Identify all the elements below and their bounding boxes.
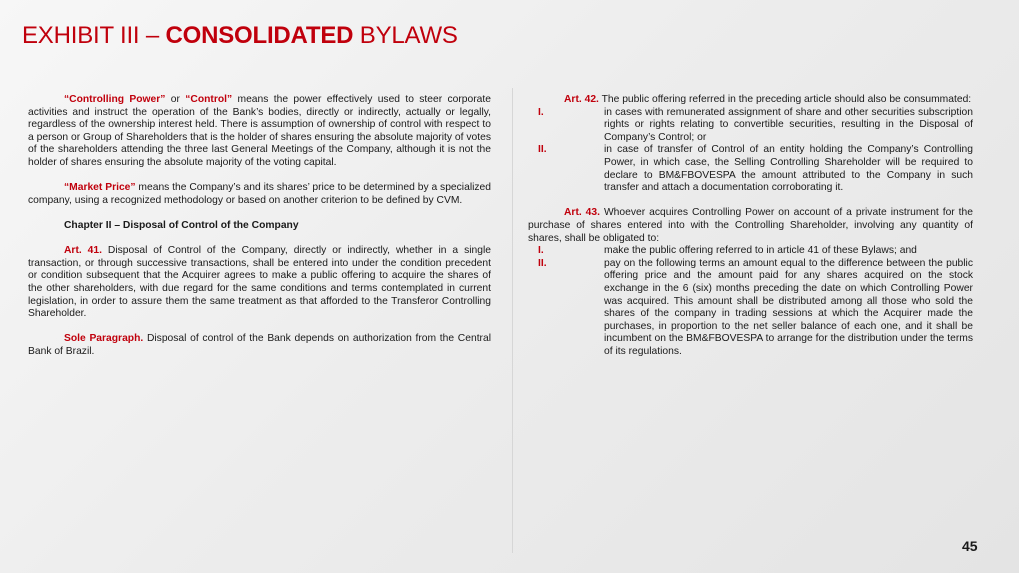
left-column [28, 94, 491, 371]
page-number: 45 [962, 538, 978, 554]
sole-paragraph-text: Disposal of control of the Bank depends on authorization from the Central Bank of Brazil. [28, 333, 491, 357]
term-or: or [165, 94, 186, 105]
title-prefix: EXHIBIT III – [22, 22, 166, 49]
article-41-label: Art. 41. [64, 245, 102, 257]
article-42-item-1 [528, 107, 973, 145]
market-price-text: means the Company’s and its shares’ price to be determined by a specialized company, using a recognized methodology or based on another criterion to be defined by CVM. [28, 182, 491, 206]
article-43-label: Art. 43. [564, 207, 600, 219]
item-text: in case of transfer of Control of an entity holding the Company’s Controlling Power, in which case, the Selling Controlling Shareholder will be required to declare to BM&FBOVESPA the amount attributed to the Company in such transfer and attach a documentation corroborating it. [604, 144, 973, 194]
item-text: pay on the following terms an amount equal to the difference between the public offering price and the amount paid for any shares acquired on the stock exchange in the 6 (six) months preceding the date on which Controlling Power was acquired. This amount shall be distributed among all those who sold the shares of the company in trading sessions at which the Acquirer made the purchases, in proportion to the net seller balance of each one, and it shall be incumbent on the BM&FBOVESPA to arrange for the distribution under the terms of its regulations. [604, 257, 973, 357]
item-number: II. [538, 144, 547, 156]
term-controlling-power: “Controlling Power” [64, 94, 166, 105]
article-42-text: The public offering referred in the preceding article should also be consummated: [598, 94, 972, 105]
controlling-power-text: means the power effectively used to steer corporate activities and instruct the operation of the Bank’s bodies, directly or indirectly, actually or legally, regardless of the ownership interest held. There is assumption of ownership of control with respect to a person or Group of Shareholders that is the holder of shares ensuring the absolute majority of votes of the shareholders attending the three last General Meetings of the Company, although it is not the holder of shares ensuring the absolute majority of the voting capital. [28, 94, 491, 168]
article-41-text: Disposal of Control of the Company, directly or indirectly, whether in a single transaction, or through successive transactions, shall be entered into under the condition precedent or condition subsequent that the Acquirer agrees to make a public offering to acquire the shares of the other shareholders, with due regard for the same conditions and terms contemplated in current legislation, in order to assure them the same treatment as that afforded to the Transferor Controlling Shareholder. [28, 245, 491, 320]
sole-paragraph-label: Sole Paragraph. [64, 333, 144, 345]
article-41 [28, 245, 491, 321]
slide-title [22, 22, 458, 50]
article-43-item-2 [528, 258, 973, 359]
term-market-price: “Market Price” [64, 182, 136, 194]
article-42-item-2 [528, 144, 973, 194]
chapter-heading: Chapter II – Disposal of Control of the Company [64, 219, 299, 231]
market-price-definition [28, 182, 491, 207]
controlling-power-definition [28, 94, 491, 170]
sole-paragraph [28, 333, 491, 358]
article-43-text: Whoever acquires Controlling Power on account of a private instrument for the purchase of shares entered into with the Controlling Shareholder, involving any quantity of shares, shall be obligated to: [528, 207, 973, 244]
article-42-label: Art. 42. [564, 94, 599, 105]
item-number: I. [538, 106, 544, 118]
title-bold: CONSOLIDATED [165, 22, 354, 49]
item-text: make the public offering referred to in article 41 of these Bylaws; and [604, 245, 917, 257]
term-control: “Control” [185, 94, 233, 105]
item-text: in cases with remunerated assignment of share and other securities subscription rights or rights relating to convertible securities, resulting in the Disposal of Company’s Control; or [604, 106, 973, 143]
article-42 [528, 94, 973, 107]
item-number: I. [538, 245, 544, 257]
right-column [528, 94, 973, 358]
article-43 [528, 207, 973, 245]
title-suffix: BYLAWS [353, 22, 458, 49]
item-number: II. [538, 257, 547, 269]
column-divider [512, 88, 513, 553]
article-43-item-1 [528, 245, 973, 258]
